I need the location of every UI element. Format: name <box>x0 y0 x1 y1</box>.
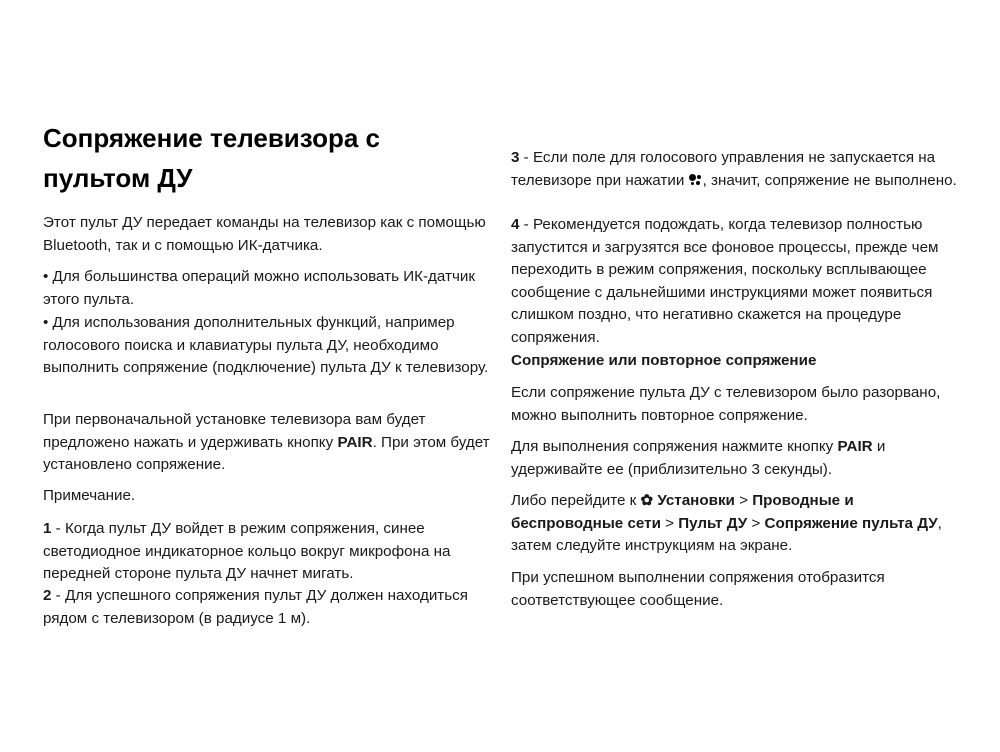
note-label: Примечание. <box>43 487 136 504</box>
menu-networks: Проводные и беспроводные сети <box>511 492 854 532</box>
note-number: 1 <box>43 520 52 537</box>
menu-settings: Установки <box>657 492 735 509</box>
note-text: - Если поле для голосового управления не запускается на телевизоре при нажатии <box>511 149 936 189</box>
menu-separator: > <box>660 514 679 532</box>
menu-remote-pairing: Сопряжение пульта ДУ <box>764 514 938 532</box>
note-text: - Для успешного сопряжения пульт ДУ должен находиться рядом с телевизором (в радиусе 1 м). <box>43 587 468 627</box>
page-title: Сопряжение телевизора с пультом ДУ <box>43 123 380 193</box>
section-heading: Сопряжение или повторное сопряжение <box>511 352 817 369</box>
menu-separator: > <box>734 492 753 509</box>
repair-paragraph: Если сопряжение пульта ДУ с телевизором было разорвано, можно выполнить повторное сопряжение. <box>511 384 941 424</box>
note-item-2 <box>43 585 491 630</box>
intro-paragraph: Этот пульт ДУ передает команды на телевизор как с помощью Bluetooth, так и с помощью ИК-датчика. <box>43 214 486 254</box>
bullet-bluetooth: • Для использования дополнительных функций, например голосового поиска и клавиатуры пульта ДУ, необходимо выполнить сопряжение (подключение) пульта ДУ к телевизору. <box>43 314 489 376</box>
note-item-1 <box>43 518 491 586</box>
setup-paragraph <box>43 409 491 477</box>
menu-remote: Пульт ДУ <box>678 514 748 532</box>
note-text: - Когда пульт ДУ войдет в режим сопряжения, синее светодиодное индикаторное кольцо вокруг микрофона на передней стороне пульта ДУ начнет мигать. <box>43 520 451 582</box>
note-item-4 <box>511 214 961 349</box>
pair-text: Для выполнения сопряжения нажмите кнопку <box>511 438 838 455</box>
success-paragraph: При успешном выполнении сопряжения отобразится соответствующее сообщение. <box>511 569 885 609</box>
menu-path-end: , затем следуйте инструкциям на экране. <box>511 514 942 554</box>
pair-instructions <box>511 436 961 481</box>
google-assistant-icon <box>689 174 703 186</box>
note-number: 4 <box>511 216 520 233</box>
note-text-end: , значит, сопряжение не выполнено. <box>702 171 957 189</box>
setup-text-end: . При этом будет установлено сопряжение. <box>43 433 490 473</box>
menu-path-paragraph <box>511 490 961 558</box>
pair-text-end: и удерживайте ее (приблизительно 3 секунды). <box>511 438 886 478</box>
pair-key-label: PAIR <box>337 433 373 451</box>
bullet-ir: • Для большинства операций можно использовать ИК-датчик этого пульта. <box>43 268 476 308</box>
pair-key-label: PAIR <box>837 438 873 455</box>
menu-path-intro: Либо перейдите к <box>511 492 641 509</box>
note-number: 3 <box>511 149 520 166</box>
note-text: - Рекомендуется подождать, когда телевизор полностью запустится и загрузятся все фоновое процессы, прежде чем переходить в режим сопряжения, поскольку всплывающее сообщение с дальнейшими инструкциями может появиться слишком поздно, что негативно скажется на процедуре сопряжения. <box>511 216 939 346</box>
gear-icon: ✿ <box>640 492 654 509</box>
note-number: 2 <box>43 587 52 604</box>
note-item-3 <box>511 147 961 192</box>
menu-separator: > <box>747 514 765 532</box>
setup-text: При первоначальной установке телевизора вам будет предложено нажать и удерживать кнопку <box>43 411 426 451</box>
